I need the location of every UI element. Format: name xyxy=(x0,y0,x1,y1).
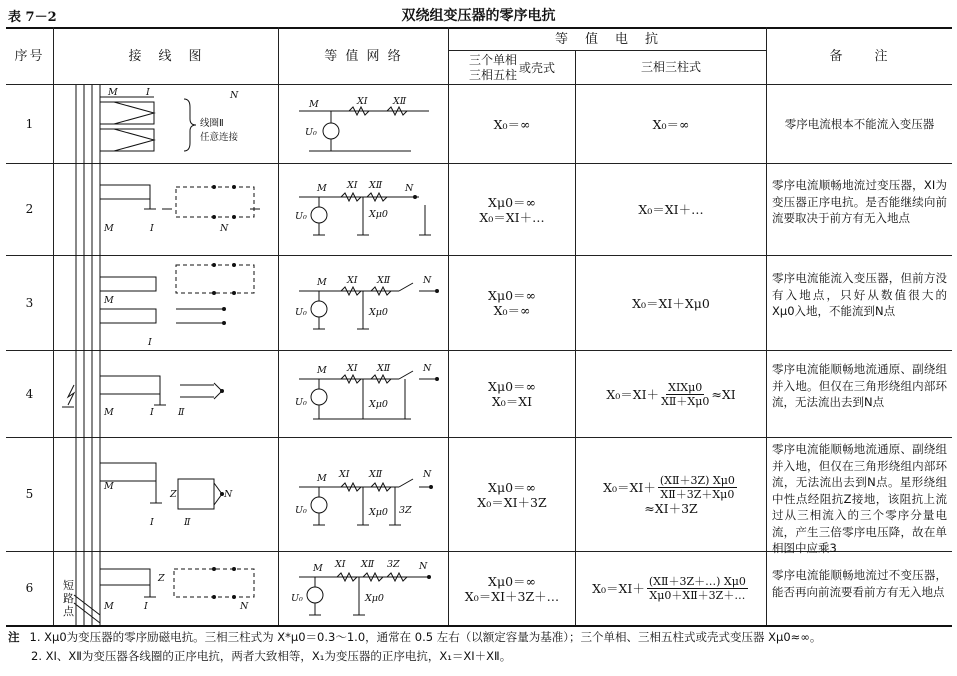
row-4-fraction-num: XⅠXμ0 xyxy=(668,380,703,394)
net4-label-xi: XⅠ xyxy=(347,363,358,374)
net5-label-n: N xyxy=(423,469,432,480)
net6-label-m: M xyxy=(313,563,323,574)
row-6-formula-b: X₀＝XⅠ＋3Z＋… xyxy=(464,588,560,604)
net5-label-xu0: Xμ0 xyxy=(369,507,388,518)
net6-label-xu0: Xμ0 xyxy=(365,593,384,604)
net6-label-n: N xyxy=(419,561,428,572)
net4-label-n: N xyxy=(423,363,432,374)
row-5-formula-lhs: X₀＝XⅠ＋ xyxy=(603,479,656,495)
short-point-1: 短 xyxy=(63,579,74,592)
net5-label-xii: XⅡ xyxy=(369,469,383,480)
row-2-formula-b: X₀＝XⅠ＋… xyxy=(479,209,545,225)
row1-label-i: Ⅰ xyxy=(146,87,150,98)
row-6-formula-a: Xμ0＝∞ xyxy=(488,573,536,589)
row-5-fraction xyxy=(658,474,737,501)
row3-label-m: M xyxy=(104,295,114,306)
row-5-remark: 零序电流能顺畅地流通原、副绕组并入地，但仅在三角形绕组内部环流，无法流出去到N点。星形绕组中性点经阻抗Z接地，该阻抗上流过从三相流入的三个零序分量电流，产生三倍零序电压降，故在单相图中应乘3 xyxy=(772,442,947,555)
row-4-formula-b: X₀＝XⅠ xyxy=(491,394,533,409)
net2-label-xii: XⅡ xyxy=(369,180,383,191)
row-6-formula-single xyxy=(449,552,575,625)
note-1: 1. Xμ0为变压器的零序励磁电抗。三相三柱式为 X*μ0＝0.3～1.0，通常在 0.5 左右（以额定容量为基准）；三个单相、三相五柱式或壳式变压器 Xμ0≈∞。 xyxy=(29,630,822,644)
row-4-remark: 零序电流能顺畅地流通原、副绕组并入地。但仅在三角形绕组内部环流，无法流出去到N点 xyxy=(772,362,947,409)
row-2-formula-single xyxy=(449,164,575,255)
header-seq: 序号 xyxy=(14,48,45,64)
row-5-formula-rhs: ≈XⅠ＋3Z xyxy=(644,500,698,516)
row-4-number: 4 xyxy=(25,386,34,401)
net2-label-xi: XⅠ xyxy=(347,180,358,191)
row-6-fraction-den: Xμ0＋XⅡ＋3Z＋… xyxy=(649,589,746,602)
row-5-formula-three xyxy=(576,438,766,551)
row6-label-m: M xyxy=(104,601,114,612)
net3-label-u0: U₀ xyxy=(295,307,307,318)
row-3-formula-b: X₀＝∞ xyxy=(493,303,531,318)
header-equiv: 等 值 电 抗 xyxy=(554,31,660,47)
row-4-formula-rhs: ≈XⅠ xyxy=(711,386,736,402)
row-5-formula-b: X₀＝XⅠ＋3Z xyxy=(477,494,547,510)
row6-label-z: Z xyxy=(158,573,165,584)
table-label: 表 7－2 xyxy=(8,10,57,25)
net3-label-xu0: Xμ0 xyxy=(369,307,388,318)
row-5-fraction-den: XⅡ＋3Z＋Xμ0 xyxy=(660,487,735,501)
row2-label-n: N xyxy=(220,223,229,234)
net5-label-u0: U₀ xyxy=(295,505,307,516)
row-3-number: 3 xyxy=(25,295,34,310)
header-single-phase: 三个单相 xyxy=(468,52,517,67)
row-6-fraction-num: (XⅡ＋3Z＋…) Xμ0 xyxy=(648,575,746,588)
row-4-fraction-den: XⅡ＋Xμ0 xyxy=(661,394,710,408)
row-4-formula-lhs: X₀＝XⅠ＋ xyxy=(606,386,660,402)
net1-label-m: M xyxy=(309,99,319,110)
net1-label-u0: U₀ xyxy=(305,127,317,138)
row4-label-ii: Ⅱ xyxy=(178,407,185,418)
net5-label-xi: XⅠ xyxy=(339,469,350,480)
net6-label-xii: XⅡ xyxy=(361,559,375,570)
row-6-number: 6 xyxy=(25,581,34,595)
row5-label-ii: Ⅱ xyxy=(184,517,191,528)
net6-label-u0: U₀ xyxy=(291,593,303,604)
row2-label-m: M xyxy=(104,223,114,234)
row-2-formula-three: X₀＝XⅠ＋… xyxy=(638,202,704,217)
table-title: 双绕组变压器的零序电抗 xyxy=(401,8,556,24)
net6-label-xi: XⅠ xyxy=(335,559,346,570)
net3-label-xii: XⅡ xyxy=(377,275,391,286)
header-single-five xyxy=(449,51,575,84)
net2-label-u0: U₀ xyxy=(295,211,307,222)
row-2-number: 2 xyxy=(25,202,34,216)
row-3-formula-a: Xμ0＝∞ xyxy=(488,288,536,303)
row-4-formula-a: Xμ0＝∞ xyxy=(488,379,536,394)
row1-label-m: M xyxy=(108,87,118,98)
note-2: 2. XⅠ、XⅡ为变压器各线圈的正序电抗，两者大致相等，X₁为变压器的正序电抗，X₁＝XⅠ＋XⅡ。 xyxy=(31,649,512,663)
row5-label-i: Ⅰ xyxy=(150,517,154,528)
row-2-remark: 零序电流顺畅地流过变压器，XⅠ为变压器正序电抗。是否能继续向前流要取决于前方有无入地点 xyxy=(772,178,947,225)
row5-label-n: N xyxy=(224,489,233,500)
net4-label-u0: U₀ xyxy=(295,397,307,408)
row-5-formula-single xyxy=(449,438,575,551)
row-3-remark: 零序电流能流入变压器，但前方没有入地点，只好从数值很大的 Xμ0入地，不能流到N点 xyxy=(772,271,947,318)
net2-label-xu0: Xμ0 xyxy=(369,209,388,220)
row5-label-m: M xyxy=(104,481,114,492)
header-shell: 或壳式 xyxy=(519,61,556,75)
coil-note-2: 任意连接 xyxy=(200,132,239,143)
net4-label-xii: XⅡ xyxy=(377,363,391,374)
header-five-limb: 三相五柱 xyxy=(468,67,517,82)
coil-note-1: 线圈Ⅱ xyxy=(200,118,224,129)
row-1-formula-three: X₀＝∞ xyxy=(652,116,690,132)
header-three-limb: 三相三柱式 xyxy=(640,60,701,74)
row1-label-n: N xyxy=(230,90,239,101)
row-2-formula-a: Xμ0＝∞ xyxy=(488,194,536,210)
row-1-formula-single: X₀＝∞ xyxy=(493,116,531,132)
row6-label-i: Ⅰ xyxy=(144,601,148,612)
row-1-number: 1 xyxy=(25,116,34,131)
wiring-diagrams xyxy=(54,85,278,625)
notes-prefix: 注 xyxy=(8,630,20,644)
row-1-remark: 零序电流根本不能流入变压器 xyxy=(784,116,935,131)
short-point-3: 点 xyxy=(63,605,74,618)
row5-label-z: Z xyxy=(170,489,177,500)
row6-label-n: N xyxy=(240,601,249,612)
header-wiring: 接 线 图 xyxy=(128,48,204,64)
table-bottom-rule xyxy=(6,625,952,627)
net5-label-m: M xyxy=(317,473,327,484)
net5-label-3z: 3Z xyxy=(399,505,412,516)
short-point-2: 路 xyxy=(63,592,74,605)
header-network: 等 值 网 络 xyxy=(324,48,403,64)
note-1-line xyxy=(8,629,821,645)
row-3-formula-three: X₀＝XⅠ＋Xμ0 xyxy=(632,295,710,311)
row2-label-i: Ⅰ xyxy=(150,223,154,234)
net3-label-m: M xyxy=(317,277,327,288)
header-remarks: 备 注 xyxy=(829,48,890,64)
row-4-formula-three xyxy=(576,351,766,437)
row-5-formula-a: Xμ0＝∞ xyxy=(488,479,536,495)
row-5-fraction-num: (XⅡ＋3Z) Xμ0 xyxy=(659,473,735,487)
net2-label-n: N xyxy=(405,183,414,194)
row-6-fraction xyxy=(647,575,748,602)
net3-label-xi: XⅠ xyxy=(347,275,358,286)
net1-label-xii: XⅡ xyxy=(393,96,407,107)
row-6-remark: 零序电流能顺畅地流过不变压器，能否再向前流要看前方有无入地点 xyxy=(772,568,947,599)
row4-label-i: Ⅰ xyxy=(150,407,154,418)
net2-label-m: M xyxy=(317,183,327,194)
row-3-formula-single xyxy=(449,256,575,350)
row-6-formula-three xyxy=(576,552,766,625)
row3-label-i: Ⅰ xyxy=(148,337,152,348)
network-diagrams xyxy=(279,85,448,625)
net1-label-xi: XⅠ xyxy=(357,96,368,107)
row4-label-m: M xyxy=(104,407,114,418)
row-4-fraction xyxy=(661,381,709,408)
net6-label-3z: 3Z xyxy=(387,559,400,570)
net4-label-xu0: Xμ0 xyxy=(369,399,388,410)
net4-label-m: M xyxy=(317,365,327,376)
net3-label-n: N xyxy=(423,275,432,286)
row-5-number: 5 xyxy=(25,487,34,501)
row-6-formula-lhs: X₀＝XⅠ＋ xyxy=(592,581,645,596)
row-4-formula-single xyxy=(449,351,575,437)
